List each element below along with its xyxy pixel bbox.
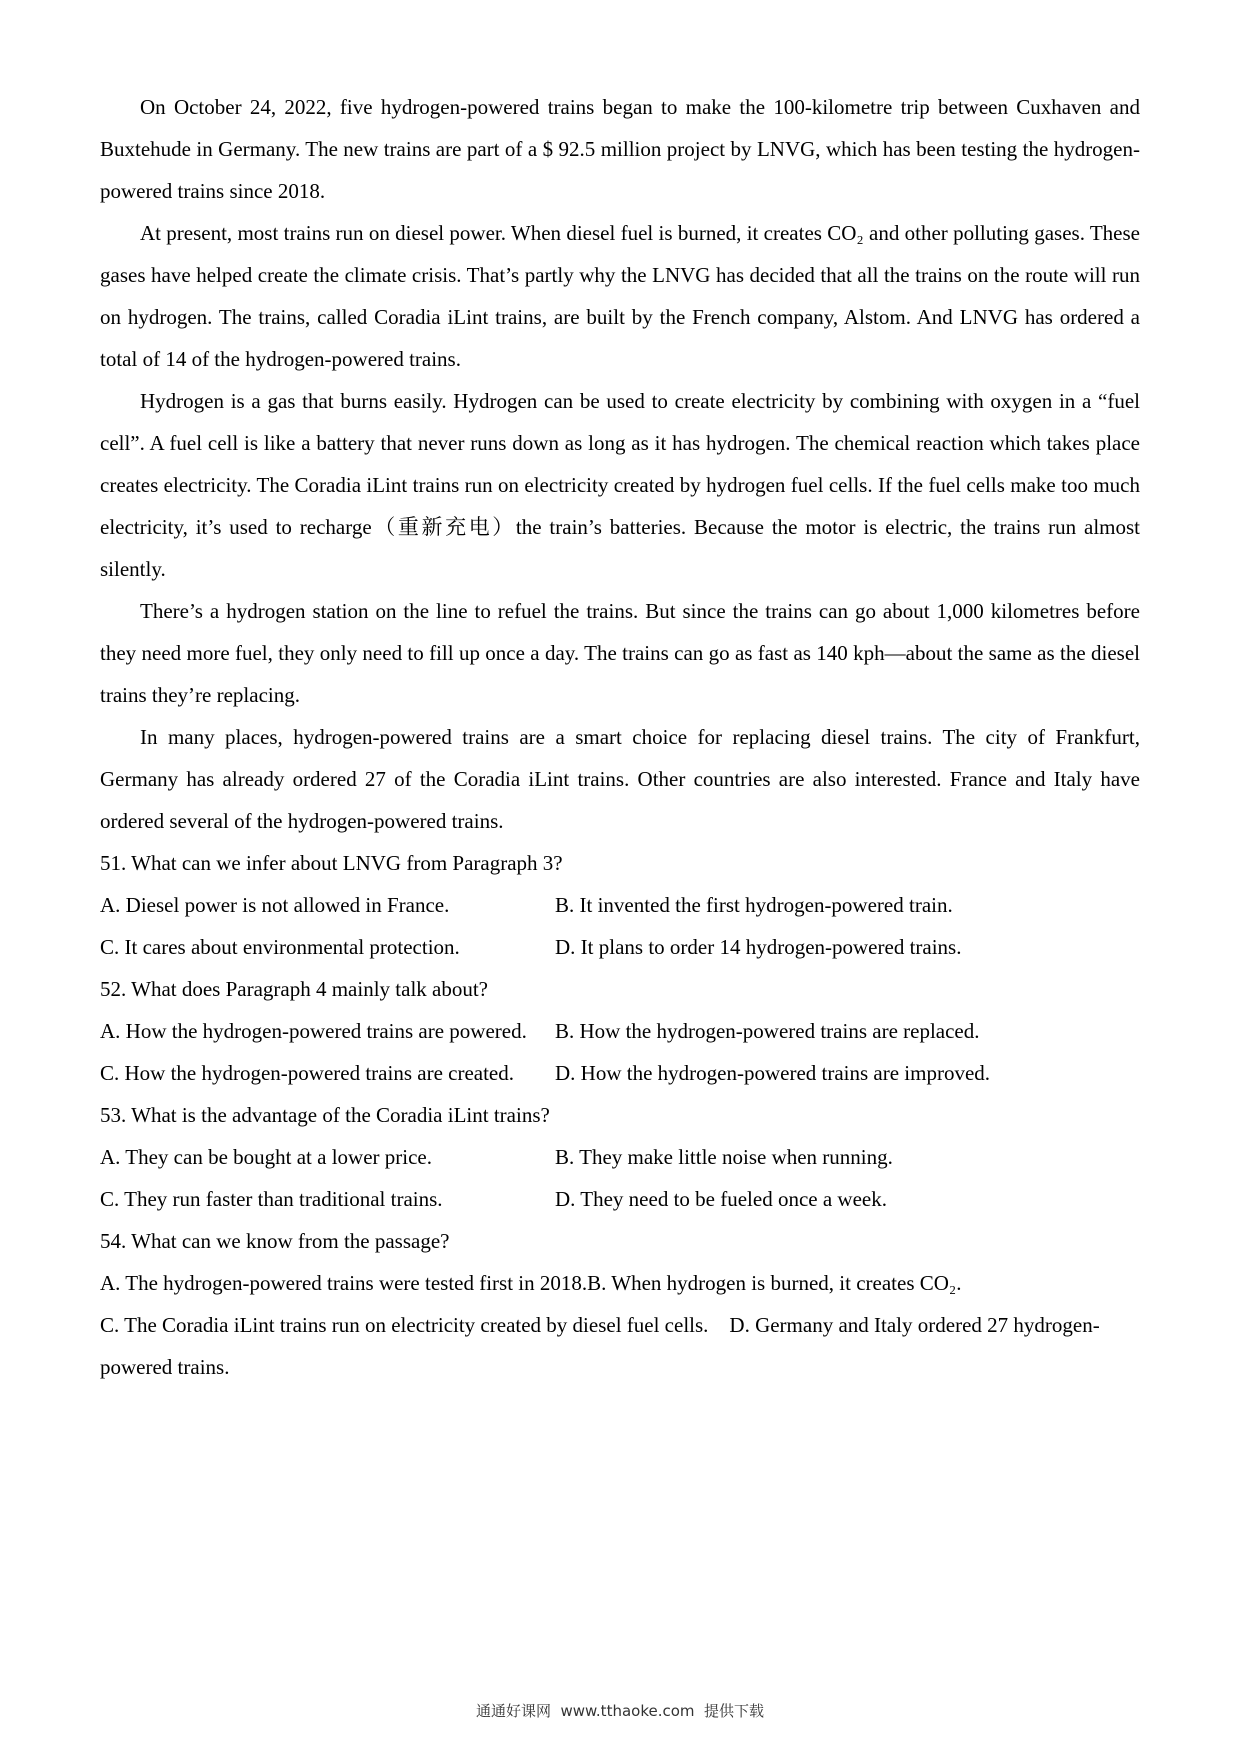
question-53-option-a: A. They can be bought at a lower price. xyxy=(100,1145,432,1169)
passage-paragraph-4: There’s a hydrogen station on the line to refuel the trains. But since the trains can go about 1,000 kilometres before they need more fuel, they only need to fill up once a day. The trains can go as fast as 140 kph—about the same as the diesel trains they’re replacing. xyxy=(100,599,1140,707)
passage-paragraph-3: Hydrogen is a gas that burns easily. Hydrogen can be used to create electricity by combining with oxygen in a “fuel cell”. A fuel cell is like a battery that never runs down as long as it has hydrogen. The chemical reaction which takes place creates electricity. The Coradia iLint trains run on electricity created by hydrogen fuel cells. If the fuel cells make too much electricity, it’s used to recharge（重新充电）the train’s batteries. Because the motor is electric, the trains run almost silently. xyxy=(100,389,1140,581)
question-53-option-c: C. They run faster than traditional trains. xyxy=(100,1187,443,1211)
passage-paragraph-2: At present, most trains run on diesel power. When diesel fuel is burned, it creates CO₂ and other polluting gases. These gases have helped create the climate crisis. That’s partly why the LNVG has decided that all the trains on the route will run on hydrogen. The trains, called Coradia iLint trains, are built by the French company, Alstom. And LNVG has ordered a total of 14 of the hydrogen-powered trains. xyxy=(100,221,1140,371)
question-51-option-d: D. It plans to order 14 hydrogen-powered trains. xyxy=(555,935,962,959)
question-52-options-row-1 xyxy=(100,1010,1140,1052)
questions-section xyxy=(100,842,1140,1388)
question-54-stem: 54. What can we know from the passage? xyxy=(100,1229,450,1253)
question-51-options-row-1 xyxy=(100,884,1140,926)
question-53-stem: 53. What is the advantage of the Coradia iLint trains? xyxy=(100,1103,550,1127)
passage-paragraph-5: In many places, hydrogen-powered trains are a smart choice for replacing diesel trains. The city of Frankfurt, Germany has already ordered 27 of the Coradia iLint trains. Other countries are also interested. France and Italy have ordered several of the hydrogen-powered trains. xyxy=(100,725,1140,833)
question-52-options-row-2 xyxy=(100,1052,1140,1094)
question-51-option-a: A. Diesel power is not allowed in France. xyxy=(100,893,450,917)
question-52-option-d: D. How the hydrogen-powered trains are improved. xyxy=(555,1061,991,1085)
question-51-stem: 51. What can we infer about LNVG from Paragraph 3? xyxy=(100,851,563,875)
page-footer: 通通好课网 www.tthaoke.com 提供下载 xyxy=(475,1702,765,1720)
question-54-options-ab: A. The hydrogen-powered trains were tested first in 2018.B. When hydrogen is burned, it creates CO₂. xyxy=(100,1271,962,1295)
question-52-option-b: B. How the hydrogen-powered trains are replaced. xyxy=(555,1019,980,1043)
question-53-option-d: D. They need to be fueled once a week. xyxy=(555,1187,887,1211)
question-53-option-b: B. They make little noise when running. xyxy=(555,1145,893,1169)
passage-paragraph-1: On October 24, 2022, five hydrogen-powered trains began to make the 100-kilometre trip between Cuxhaven and Buxtehude in Germany. The new trains are part of a $ 92.5 million project by LNVG, which has been testing the hydrogen-powered trains since 2018. xyxy=(100,95,1140,203)
reading-passage xyxy=(100,86,1140,842)
question-52-option-c: C. How the hydrogen-powered trains are created. xyxy=(100,1061,515,1085)
question-51-option-c: C. It cares about environmental protection. xyxy=(100,935,460,959)
question-52-option-a: A. How the hydrogen-powered trains are powered. xyxy=(100,1019,527,1043)
question-53-options-row-2 xyxy=(100,1178,1140,1220)
question-54-options-cd: C. The Coradia iLint trains run on electricity created by diesel fuel cells. D. Germany and Italy ordered 27 hydrogen-powered trains. xyxy=(100,1313,1100,1379)
question-51-option-b: B. It invented the first hydrogen-powered train. xyxy=(555,893,953,917)
question-53-options-row-1 xyxy=(100,1136,1140,1178)
question-52-stem: 52. What does Paragraph 4 mainly talk about? xyxy=(100,977,489,1001)
question-51-options-row-2 xyxy=(100,926,1140,968)
